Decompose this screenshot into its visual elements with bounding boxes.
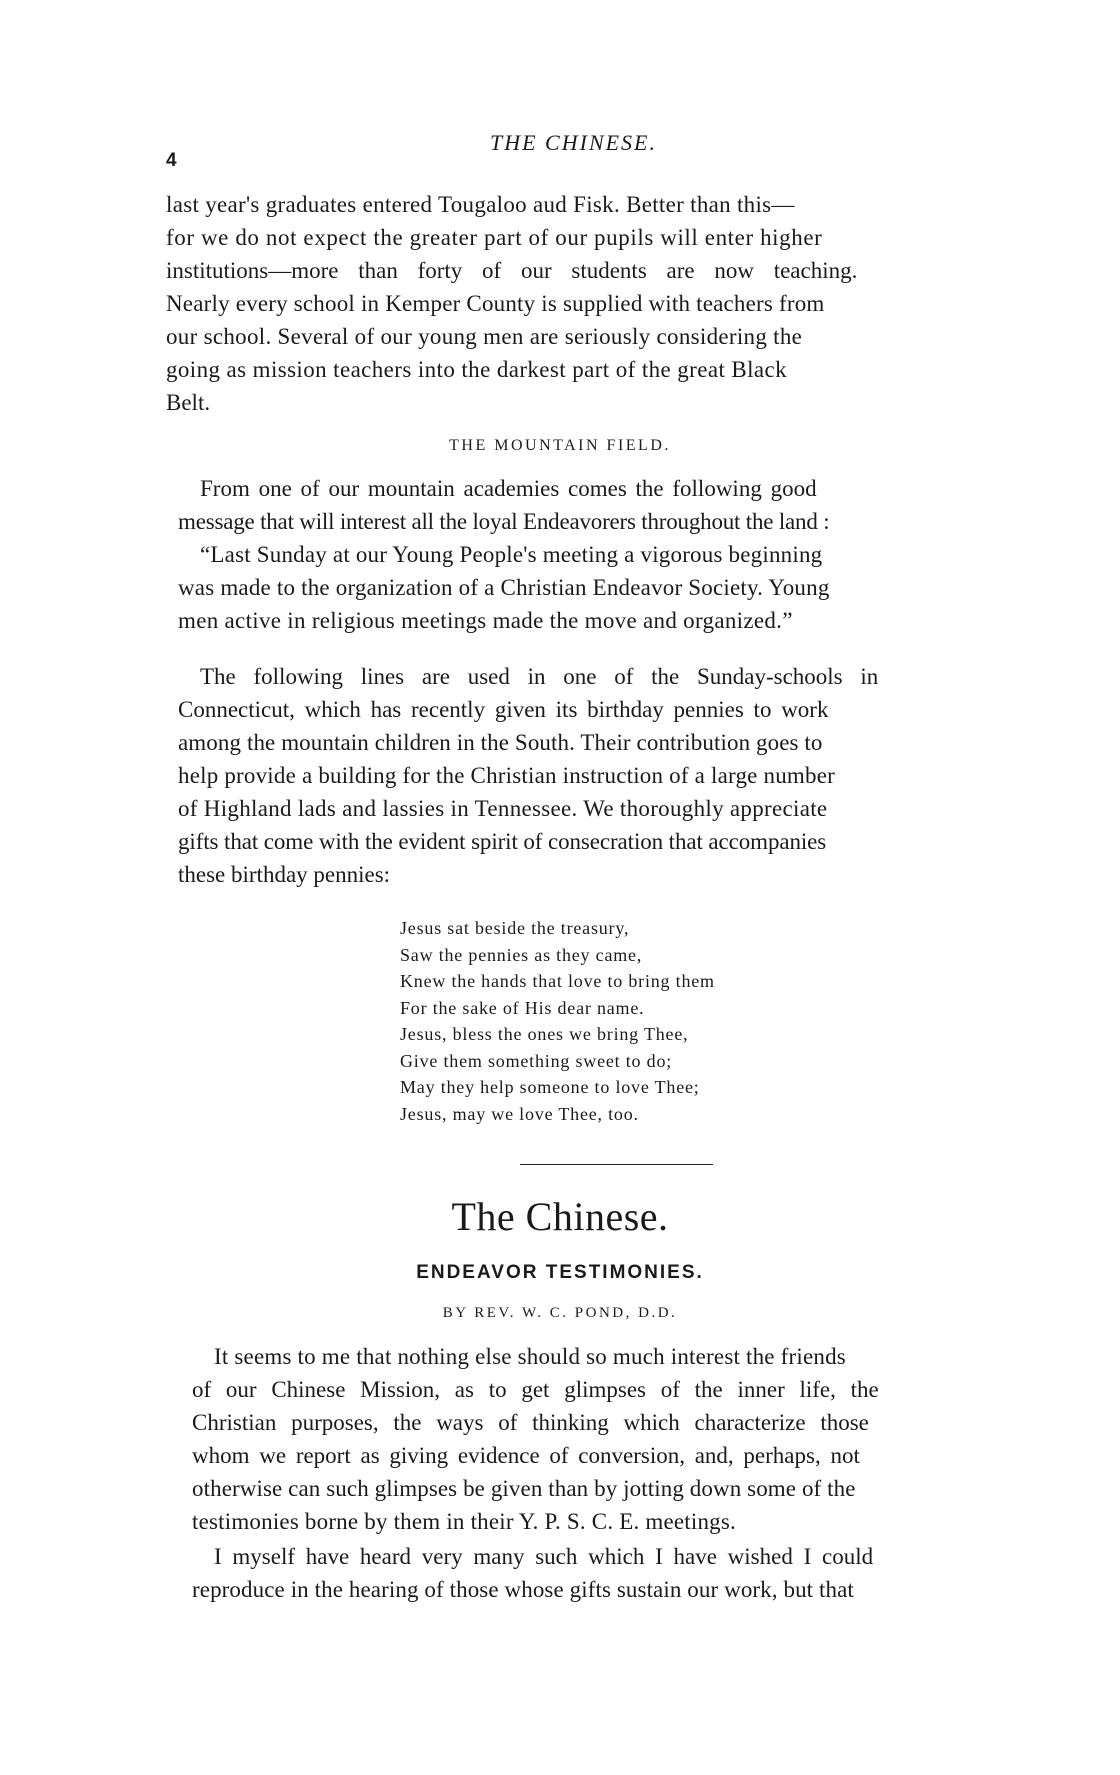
text-line: Nearly every school in Kemper County is supplied with teachers from bbox=[166, 291, 825, 316]
article-subheading: ENDEAVOR TESTIMONIES. bbox=[416, 1262, 704, 1283]
text-line: message that will interest all the loyal Endeavorers throughout the land : bbox=[178, 509, 830, 534]
text-line: The following lines are used in one of the Sunday-schools in bbox=[200, 664, 879, 689]
paragraph-testimonies-intro bbox=[192, 1340, 1052, 1538]
text-line: Belt. bbox=[166, 390, 211, 415]
text-line: of our Chinese Mission, as to get glimpses of the inner life, the bbox=[192, 1377, 879, 1402]
paragraph-graduates bbox=[166, 188, 1026, 419]
text-line: of Highland lads and lassies in Tennessee. We thoroughly appreciate bbox=[178, 796, 828, 821]
article-byline: BY REV. W. C. POND, D.D. bbox=[442, 1305, 678, 1321]
text-line: gifts that come with the evident spirit of consecration that accompanies bbox=[178, 829, 827, 854]
text-line: for we do not expect the greater part of our pupils will enter higher bbox=[166, 225, 823, 250]
text-line: going as mission teachers into the darkest part of the great Black bbox=[166, 357, 788, 382]
text-line: “Last Sunday at our Young People's meeting a vigorous beginning bbox=[200, 542, 823, 567]
text-line: last year's graduates entered Tougaloo aud Fisk. Better than this— bbox=[166, 192, 795, 217]
section-heading-mountain-field: THE MOUNTAIN FIELD. bbox=[449, 437, 671, 454]
section-divider bbox=[520, 1164, 713, 1165]
paragraph-mountain-academies bbox=[178, 472, 1038, 637]
text-line: whom we report as giving evidence of conversion, and, perhaps, not bbox=[192, 1443, 860, 1468]
text-line: Connecticut, which has recently given its birthday pennies to work bbox=[178, 697, 829, 722]
text-line: reproduce in the hearing of those whose gifts sustain our work, but that bbox=[192, 1577, 854, 1602]
text-line: Christian purposes, the ways of thinking which characterize those bbox=[192, 1410, 869, 1435]
chapter-title: The Chinese. bbox=[451, 1194, 669, 1239]
poem-line: Saw the pennies as they came, bbox=[400, 944, 643, 965]
text-line: It seems to me that nothing else should so much interest the friends bbox=[214, 1344, 846, 1369]
poem-line: Jesus, may we love Thee, too. bbox=[400, 1103, 639, 1124]
text-line: our school. Several of our young men are seriously considering the bbox=[166, 324, 803, 349]
poem-line: Jesus, bless the ones we bring Thee, bbox=[400, 1024, 689, 1044]
text-line: I myself have heard very many such which I have wished I could bbox=[214, 1544, 874, 1569]
running-title: THE CHINESE. bbox=[490, 130, 657, 155]
poem-line: Give them something sweet to do; bbox=[400, 1050, 673, 1071]
text-line: otherwise can such glimpses be given than by jotting down some of the bbox=[192, 1476, 856, 1501]
paragraph-heard-many bbox=[192, 1540, 1052, 1606]
poem bbox=[400, 915, 715, 1127]
paragraph-birthday-pennies bbox=[178, 660, 1038, 891]
text-line: help provide a building for the Christian instruction of a large number bbox=[178, 763, 835, 788]
poem-line: Jesus sat beside the treasury, bbox=[400, 918, 630, 938]
text-line: From one of our mountain academies comes the following good bbox=[200, 476, 817, 501]
poem-line: May they help someone to love Thee; bbox=[400, 1077, 700, 1097]
text-line: testimonies borne by them in their Y. P. S. C. E. meetings. bbox=[192, 1509, 736, 1534]
poem-line: For the sake of His dear name. bbox=[400, 997, 645, 1018]
text-line: institutions—more than forty of our students are now teaching. bbox=[166, 258, 858, 283]
running-head bbox=[0, 130, 1120, 171]
text-line: these birthday pennies: bbox=[178, 862, 391, 887]
text-line: men active in religious meetings made the move and organized.” bbox=[178, 608, 793, 633]
poem-line: Knew the hands that love to bring them bbox=[400, 971, 715, 991]
text-line: was made to the organization of a Christian Endeavor Society. Young bbox=[178, 575, 830, 600]
page-number: 4 bbox=[166, 150, 177, 171]
text-line: among the mountain children in the South. Their contribution goes to bbox=[178, 730, 823, 755]
